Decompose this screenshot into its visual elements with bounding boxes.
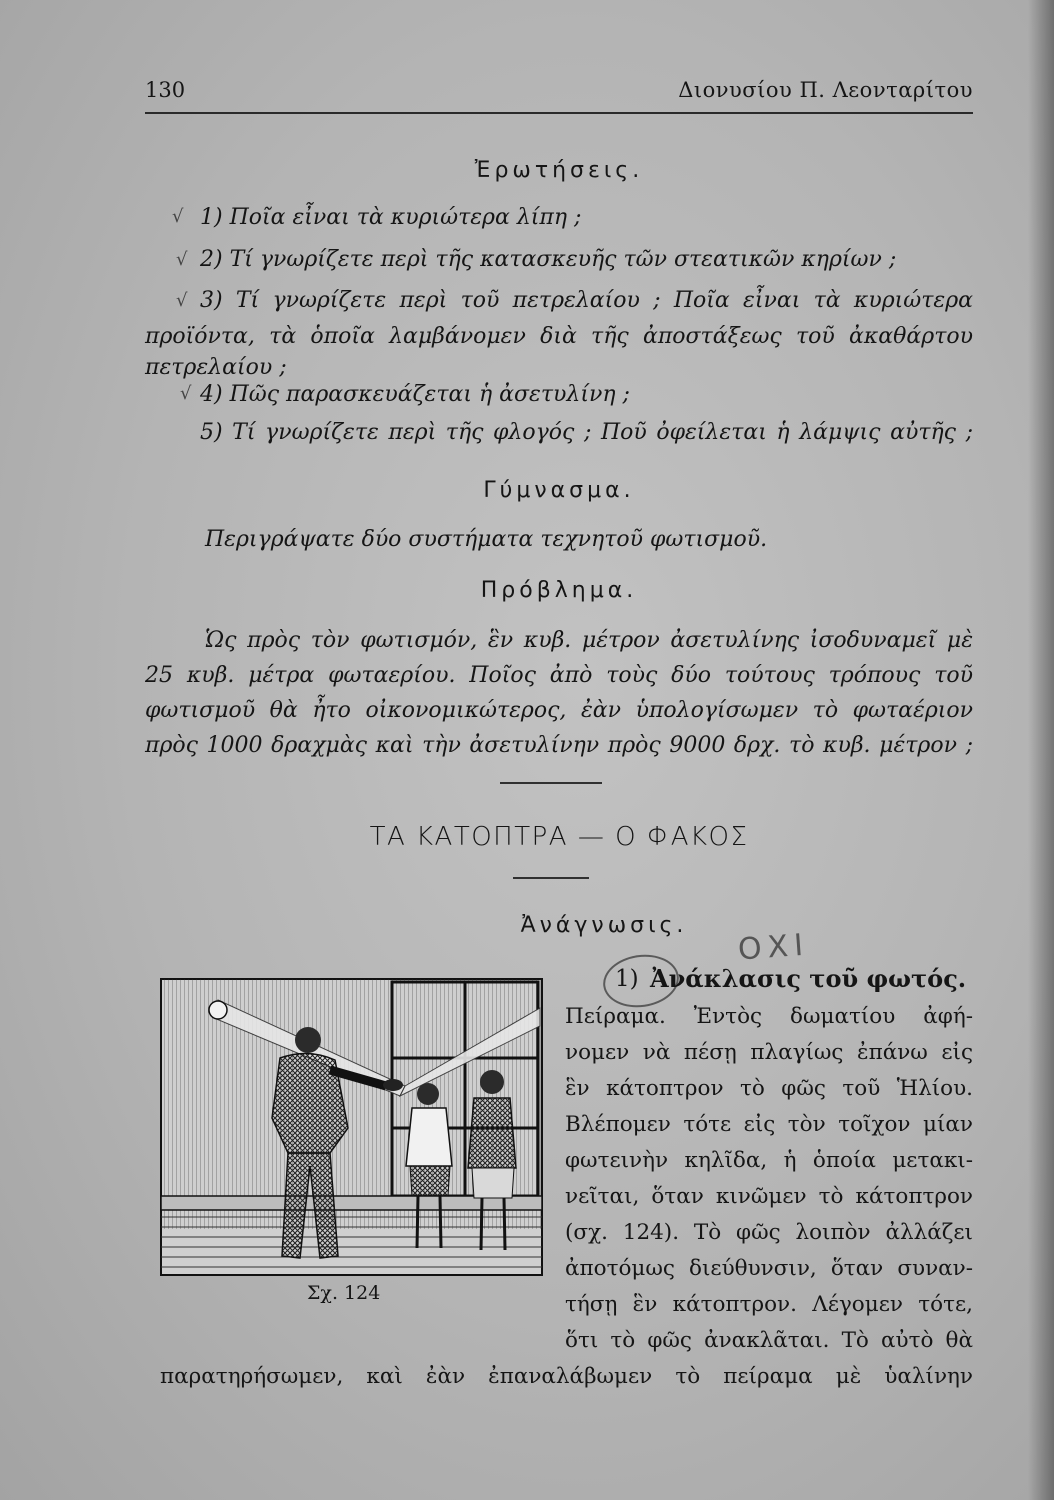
running-title: Διονυσίου Π. Λεονταρίτου [678, 78, 973, 102]
section-line: (σχ. 124). Τὸ φῶς λοιπὸν ἀλλάζει [565, 1220, 973, 1245]
section-line: ἀποτόμως διεύθυνσιν, ὅταν συναν- [565, 1256, 973, 1281]
section-line: φωτεινὴν κηλῖδα, ἡ ὁποία μετακι- [565, 1148, 973, 1173]
section-line: ἓν κάτοπτρον τὸ φῶς τοῦ Ἡλίου. [565, 1076, 973, 1101]
question-line: πετρελαίου ; [145, 355, 287, 380]
figure-caption: Σχ. 124 [307, 1282, 381, 1304]
section-line: Πείραμα. Ἐντὸς δωματίου ἀφή- [565, 1004, 973, 1029]
page-number: 130 [145, 78, 186, 102]
section-line: τήσῃ ἓν κάτοπτρον. Λέγομεν τότε, [565, 1292, 973, 1317]
section-line: νεῖται, ὅταν κινῶμεν τὸ κάτοπτρον [565, 1184, 973, 1209]
problem-line: 25 κυβ. μέτρα φωταερίου. Ποῖος ἀπὸ τοὺς δύο τούτους τρόπους τοῦ [145, 663, 973, 688]
chapter-title: ΤΑ ΚΑΤΟΠΤΡΑ — Ο ΦΑΚΟΣ [369, 822, 749, 852]
section-line: ὅτι τὸ φῶς ἀνακλᾶται. Τὸ αὐτὸ θὰ [565, 1328, 973, 1353]
section-line: παρατηρήσωμεν, καὶ ἐὰν ἐπαναλάβωμεν τὸ πείραμα μὲ ὑαλίνην [160, 1364, 973, 1389]
section-divider-bottom [513, 877, 589, 879]
header-rule [145, 112, 973, 114]
question-line: 5) Τί γνωρίζετε περὶ τῆς φλογός ; Ποῦ ὀφείλεται ἡ λάμψις αὐτῆς ; [200, 420, 973, 445]
question-line: 4) Πῶς παρασκευάζεται ἡ ἀσετυλίνη ; [200, 382, 630, 407]
problem-line: Ὡς πρὸς τὸν φωτισμόν, ἓν κυβ. μέτρον ἀσετυλίνης ἰσοδυναμεῖ μὲ [205, 628, 973, 653]
figure-mirror-reflection-illustration [160, 978, 543, 1276]
exercise-text: Περιγράψατε δύο συστήματα τεχνητοῦ φωτισμοῦ. [205, 527, 768, 552]
pencil-tick-4: √ [180, 383, 192, 404]
question-line: 3) Τί γνωρίζετε περὶ τοῦ πετρελαίου ; Ποῖα εἶναι τὰ κυριώτερα [200, 288, 973, 313]
section-title: Ἀνάκλασις τοῦ φωτός. [650, 964, 967, 993]
exercise-heading: Γύμνασμα. [483, 478, 635, 503]
question-line: προϊόντα, τὰ ὁποῖα λαμβάνομεν διὰ τῆς ἀποστάξεως τοῦ ἀκαθάρτου [145, 324, 973, 349]
reading-heading: Ἀνάγνωσις. [520, 913, 688, 938]
question-line: 1) Ποῖα εἶναι τὰ κυριώτερα λίπη ; [200, 205, 582, 230]
pencil-annotation: ΟΧΙ [736, 927, 811, 968]
problem-line: φωτισμοῦ θὰ ἦτο οἰκονομικώτερος, ἐὰν ὑπολογίσωμεν τὸ φωταέριον [145, 698, 973, 723]
pencil-tick-3: √ [176, 290, 188, 311]
page-edge-shadow [1028, 0, 1054, 1500]
question-line: 2) Τί γνωρίζετε περὶ τῆς κατασκευῆς τῶν στεατικῶν κηρίων ; [200, 247, 897, 272]
pencil-tick-1: √ [172, 206, 184, 227]
questions-heading: Ἐρωτήσεις. [474, 158, 644, 183]
problem-heading: Πρόβλημα. [480, 578, 638, 603]
section-divider-top [500, 782, 602, 784]
section-line: Βλέπομεν τότε εἰς τὸν τοῖχον μίαν [565, 1112, 973, 1137]
section-number: 1) [615, 966, 639, 992]
problem-line: πρὸς 1000 δραχμὰς καὶ τὴν ἀσετυλίνην πρὸς 9000 δρχ. τὸ κυβ. μέτρον ; [145, 733, 973, 758]
pencil-tick-2: √ [176, 249, 188, 270]
running-header [145, 78, 973, 106]
section-line: νομεν νὰ πέσῃ πλαγίως ἐπάνω εἰς [565, 1040, 973, 1065]
